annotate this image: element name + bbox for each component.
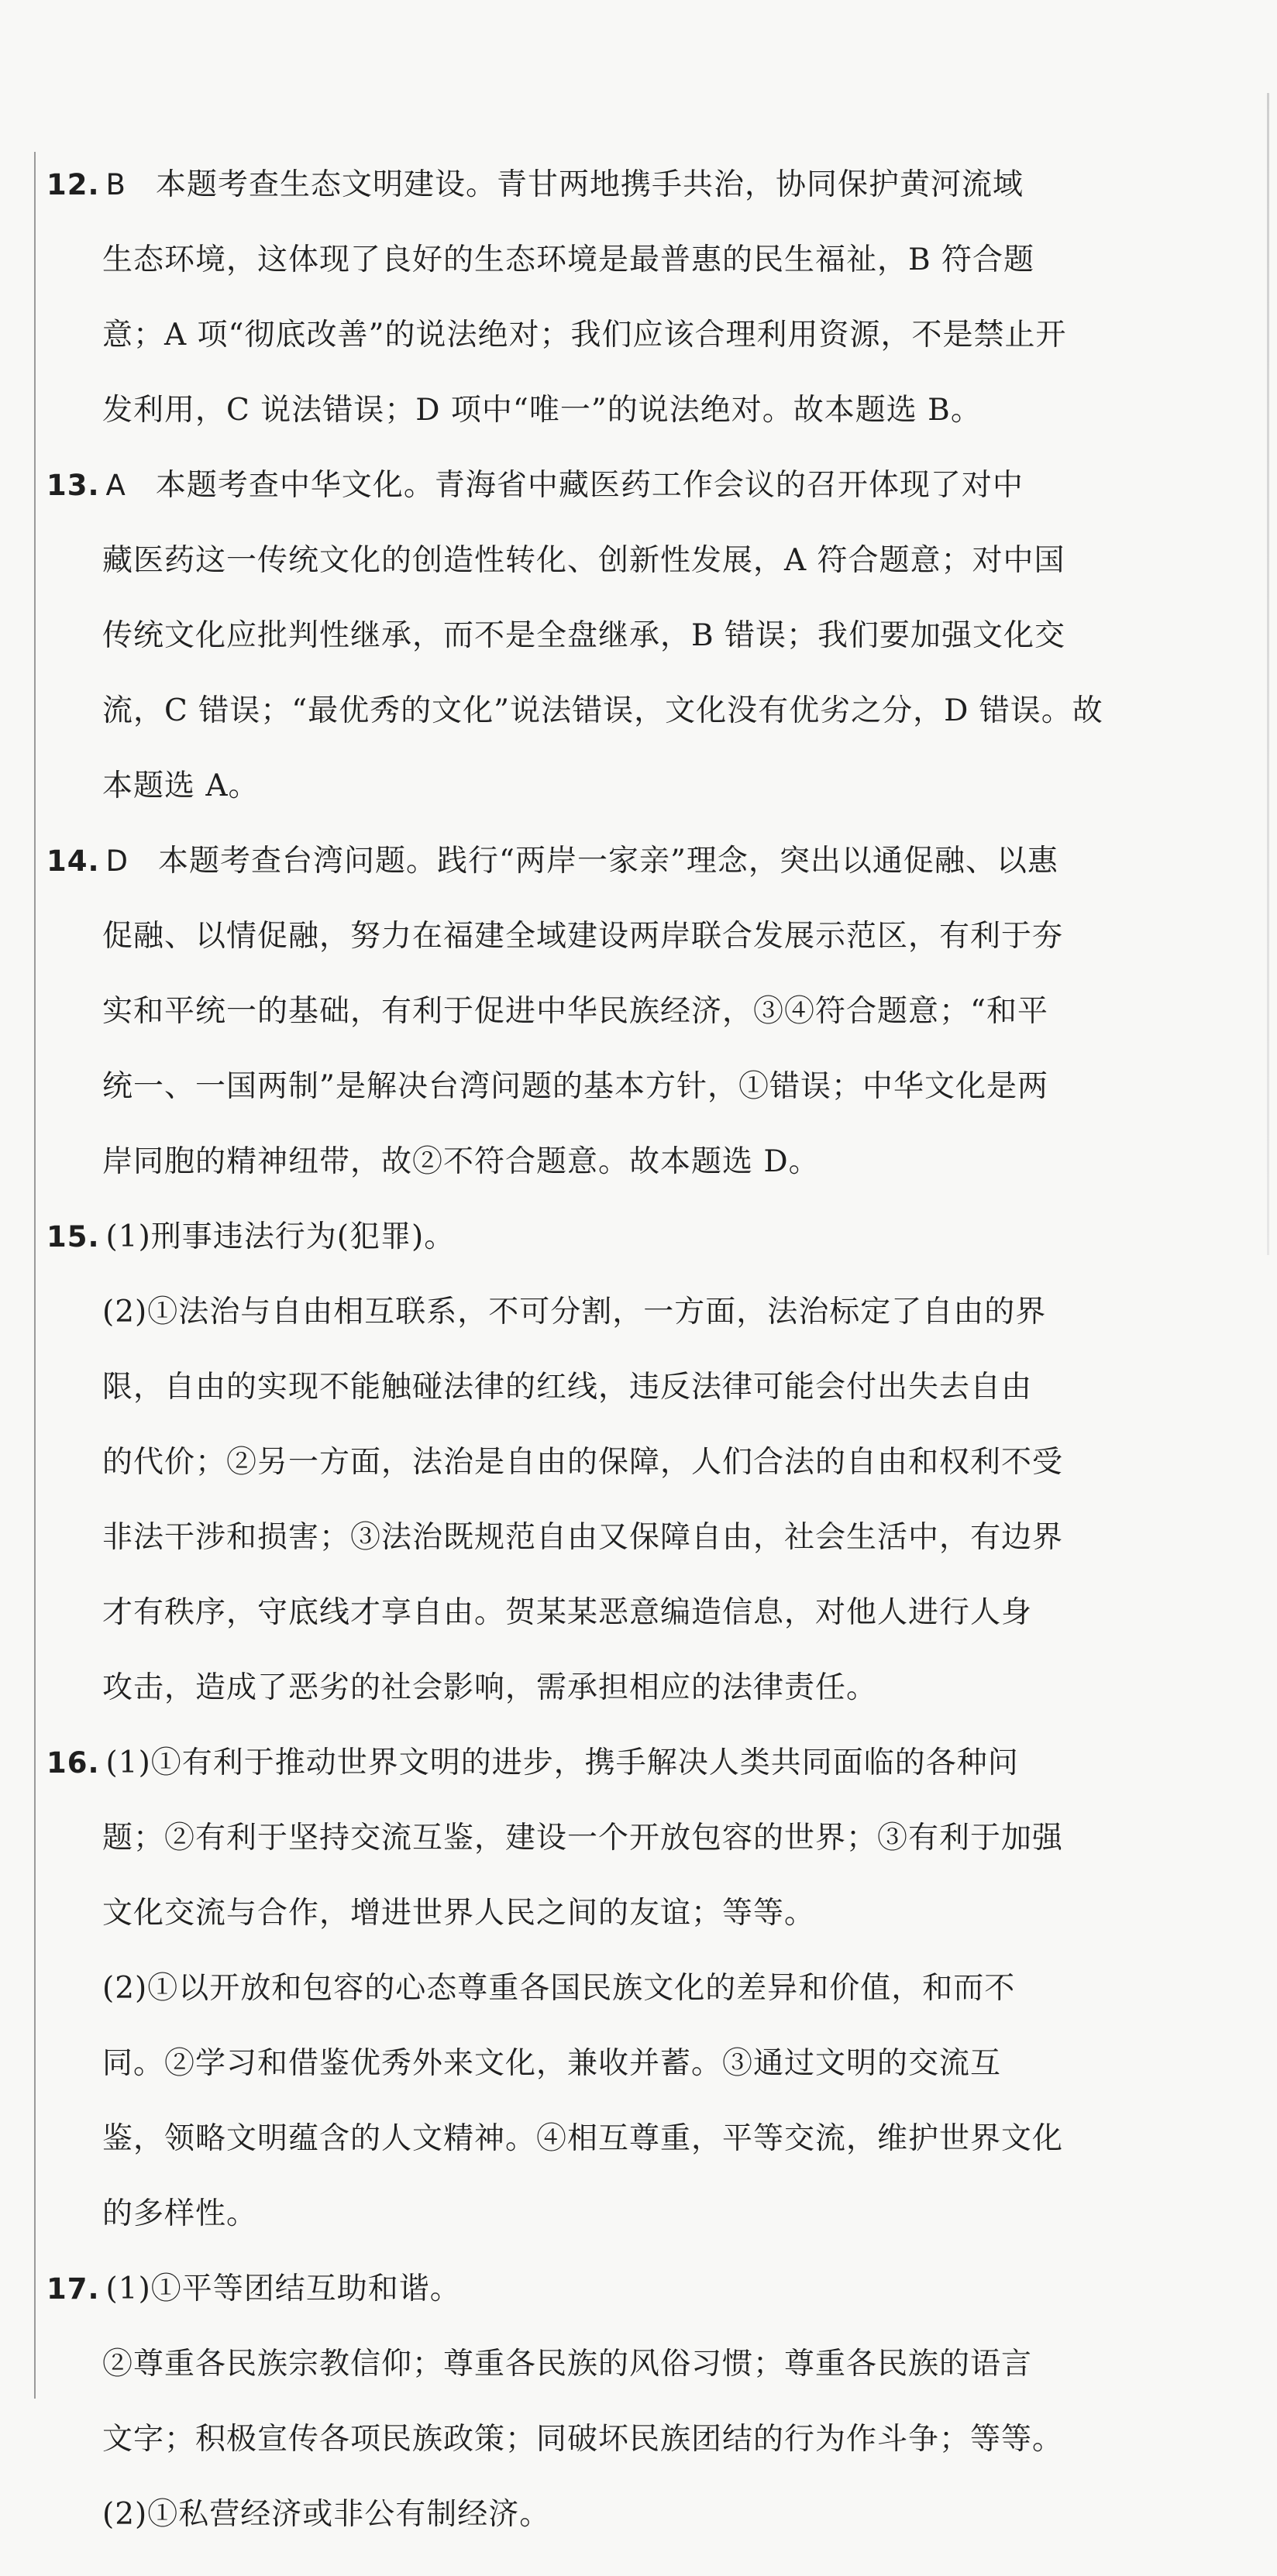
- answer-line: 攻击，造成了恶劣的社会影响，需承担相应的法律责任。: [102, 1670, 878, 1705]
- line-text: 本题考查生态文明建设。青甘两地携手共治，协同保护黄河流域: [155, 167, 1024, 202]
- answer-line: 限，自由的实现不能触碰法律的红线，违反法律可能会付出失去自由: [102, 1370, 1033, 1405]
- item-number: 17.: [46, 2272, 100, 2306]
- answer-line: 才有秩序，守底线才享自由。贺某某恶意编造信息，对他人进行人身: [102, 1595, 1033, 1630]
- answer-line: 文字；积极宣传各项民族政策；同破坏民族团结的行为作斗争；等等。: [102, 2422, 1064, 2457]
- answer-line: 促融、以情促融，努力在福建全域建设两岸联合发展示范区，有利于夯: [102, 919, 1064, 954]
- answer-line: 发利用，C 说法错误；D 项中“唯一”的说法绝对。故本题选 B。: [102, 393, 982, 428]
- answer-line: 同。②学习和借鉴优秀外来文化，兼收并蓄。③通过文明的交流互: [102, 2046, 1002, 2081]
- item-answer: D: [105, 844, 129, 878]
- answer-line: [46, 841, 1077, 882]
- answer-line: 意；A 项“彻底改善”的说法绝对；我们应该合理利用资源，不是禁止开: [102, 318, 1067, 353]
- answer-item-12: [46, 164, 1077, 431]
- answer-line: (2)①以开放和包容的心态尊重各国民族文化的差异和价值，和而不: [102, 1971, 1016, 2006]
- answer-item-14: [46, 841, 1077, 1182]
- left-margin-rule: [34, 152, 36, 2399]
- answer-line: 流，C 错误；“最优秀的文化”说法错误，文化没有优劣之分，D 错误。故: [102, 693, 1103, 728]
- answer-line: 鉴，领略文明蕴含的人文精神。④相互尊重，平等交流，维护世界文化: [102, 2121, 1064, 2156]
- answer-line: 题；②有利于坚持交流互鉴，建设一个开放包容的世界；③有利于加强: [102, 1821, 1064, 1855]
- answer-line: (2)①法治与自由相互联系，不可分割，一方面，法治标定了自由的界: [102, 1295, 1047, 1329]
- answer-line: 文化交流与合作，增进世界人民之间的友谊；等等。: [102, 1896, 816, 1931]
- page-edge-shadow: [1267, 93, 1269, 1255]
- line-text: (1)①有利于推动世界文明的进步，携手解决人类共同面临的各种问: [105, 1745, 1019, 1780]
- item-number: 12.: [46, 168, 100, 201]
- answer-item-17: [46, 2268, 1077, 2535]
- answer-item-15: [46, 1216, 1077, 1708]
- line-text: 本题考查中华文化。青海省中藏医药工作会议的召开体现了对中: [155, 468, 1024, 503]
- answer-line: [46, 1742, 1077, 1783]
- answer-line: 统一、一国两制”是解决台湾问题的基本方针，①错误；中华文化是两: [102, 1069, 1048, 1104]
- answer-line: 的多样性。: [102, 2196, 258, 2231]
- answer-line: (2)①私营经济或非公有制经济。: [102, 2497, 551, 2532]
- answer-list: [46, 164, 1103, 2569]
- item-number: 16.: [46, 1746, 100, 1780]
- answer-item-16: [46, 1742, 1077, 2234]
- answer-line: 非法干涉和损害；③法治既规范自由又保障自由，社会生活中，有边界: [102, 1520, 1064, 1555]
- answer-line: 藏医药这一传统文化的创造性转化、创新性发展，A 符合题意；对中国: [102, 543, 1065, 578]
- item-answer: B: [105, 168, 126, 201]
- item-number: 15.: [46, 1220, 100, 1254]
- answer-line: 岸同胞的精神纽带，故②不符合题意。故本题选 D。: [102, 1144, 820, 1179]
- item-number: 14.: [46, 844, 100, 878]
- line-text: 本题考查台湾问题。践行“两岸一家亲”理念，突出以通促融、以惠: [158, 844, 1058, 879]
- answer-line: 传统文化应批判性继承，而不是全盘继承，B 错误；我们要加强文化交: [102, 618, 1066, 653]
- answer-line: ②尊重各民族宗教信仰；尊重各民族的风俗习惯；尊重各民族的语言: [102, 2347, 1033, 2382]
- answer-line: 本题选 A。: [102, 769, 260, 803]
- answer-line: [46, 2268, 1077, 2309]
- item-number: 13.: [46, 469, 100, 502]
- line-text: (1)刑事违法行为(犯罪)。: [105, 1219, 456, 1254]
- answer-line: [46, 164, 1077, 205]
- answer-line: 实和平统一的基础，有利于促进中华民族经济，③④符合题意；“和平: [102, 994, 1048, 1029]
- answer-line: [46, 1216, 1077, 1257]
- answer-line: [46, 465, 1077, 506]
- answer-item-13: [46, 465, 1103, 807]
- answer-line: 生态环境，这体现了良好的生态环境是最普惠的民生福祉，B 符合题: [102, 242, 1035, 277]
- answer-line: 的代价；②另一方面，法治是自由的保障，人们合法的自由和权利不受: [102, 1445, 1064, 1480]
- line-text: (1)①平等团结互助和谐。: [105, 2272, 461, 2306]
- item-answer: A: [105, 469, 126, 502]
